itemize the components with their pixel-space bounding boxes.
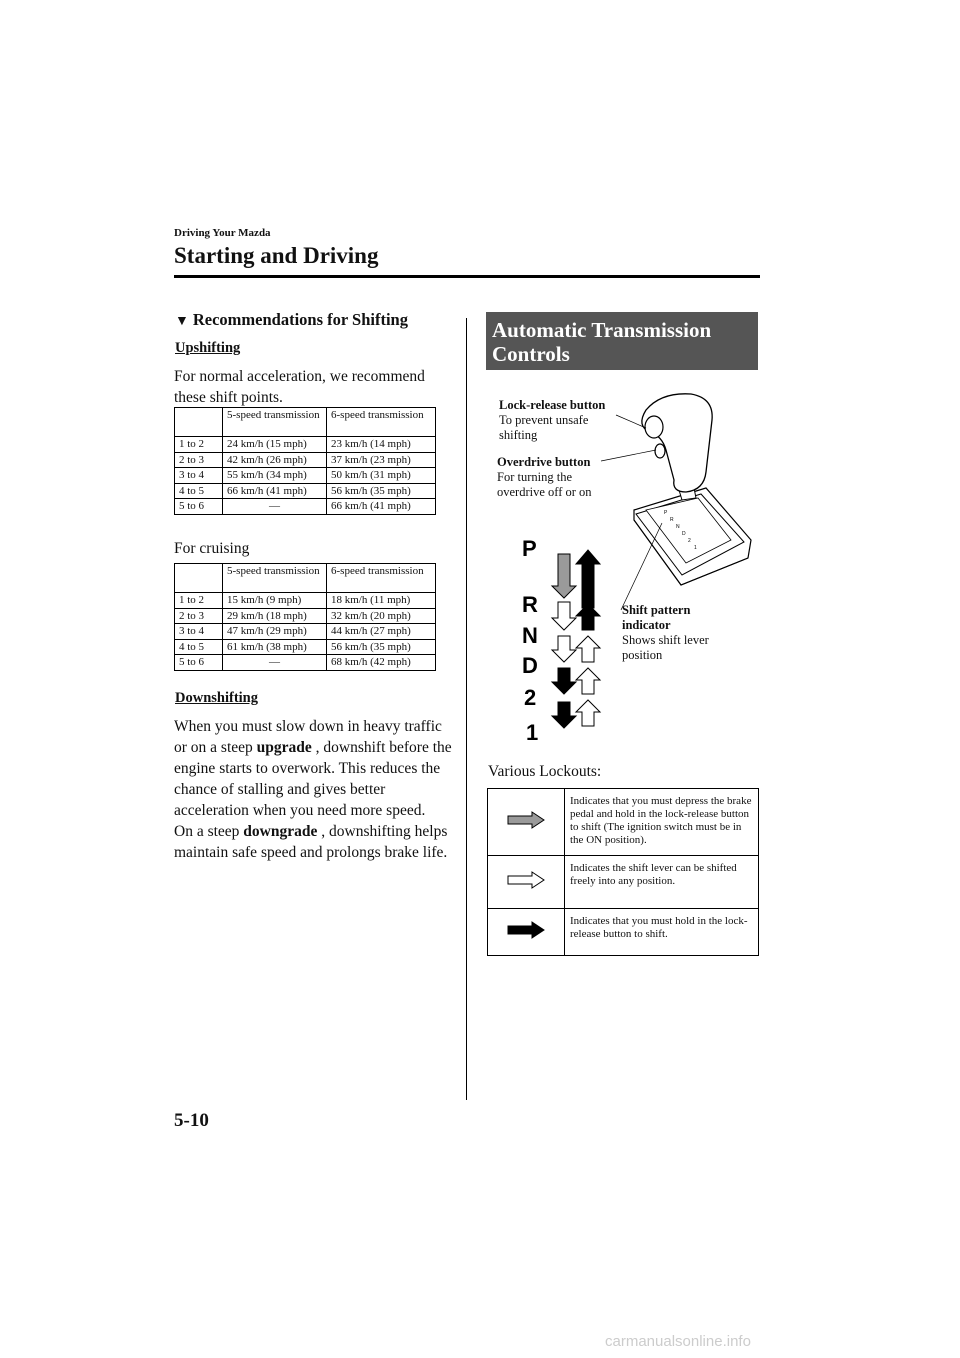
page-title: Starting and Driving (174, 243, 379, 268)
gear-letter-r: R (522, 592, 538, 617)
table-row: Indicates that you must hold in the lock-release button to shift. (488, 909, 759, 956)
table-header: 5-speed transmission (223, 564, 327, 593)
section-heading-box: Automatic Transmission Controls (486, 312, 758, 370)
gear-letter-1: 1 (526, 720, 539, 745)
gray-arrow-icon (506, 811, 546, 829)
white-arrow-icon (506, 871, 546, 889)
shift-knob (642, 394, 712, 492)
white-arrow-icon (552, 636, 576, 662)
table-row: 3 to 4 47 km/h (29 mph) 44 km/h (27 mph) (175, 624, 436, 640)
upshifting-text: For normal acceleration, we recommend these shift points. (174, 368, 425, 406)
gear-letter-2: 2 (524, 685, 537, 710)
shift-pattern-label: Shift pattern indicator Shows shift lever position (622, 603, 709, 662)
table-row: Indicates the shift lever can be shifted freely into any position. (488, 856, 759, 909)
table-row: 2 to 3 29 km/h (18 mph) 32 km/h (20 mph) (175, 608, 436, 624)
page-number: 5-10 (174, 1110, 209, 1131)
gear-letter-p: P (522, 536, 537, 561)
black-arrow-icon (552, 668, 576, 694)
black-arrow-icon (576, 550, 600, 608)
upshift-table (174, 407, 436, 515)
black-arrow-icon (552, 702, 576, 728)
white-arrow-icon (576, 668, 600, 694)
table-row: Indicates that you must depress the brake pedal and hold in the lock-release button to shift (The ignition switch must be in the ON position). (488, 789, 759, 856)
black-arrow-icon (506, 921, 546, 939)
downshifting-title: Downshifting (175, 690, 258, 706)
header-section: Driving Your Mazda (174, 227, 271, 239)
gray-arrow-icon (552, 554, 576, 598)
gate-mark-n: N (676, 524, 680, 530)
lock-release-button (645, 416, 663, 438)
table-header: 5-speed transmission (223, 408, 327, 437)
downshifting-paragraph-1: When you must slow down in heavy traffic or on a steep upgrade , downshift before the engine starts to overwork. This reduces the chance of stalling and gives better acceleration when you need more speed. (174, 718, 452, 819)
lock-release-label: Lock-release button To prevent unsafe shifting (499, 398, 606, 442)
black-arrow-icon (576, 604, 600, 630)
gate-mark-1: 1 (694, 545, 697, 551)
triangle-down-icon: ▼ (175, 314, 189, 329)
watermark: carmanualsonline.info (605, 1333, 751, 1350)
table-row: 2 to 3 42 km/h (26 mph) 37 km/h (23 mph) (175, 452, 436, 468)
header-rule (174, 275, 760, 278)
gate-mark-r: R (670, 517, 674, 523)
table-row: 5 to 6 — 66 km/h (41 mph) (175, 499, 436, 515)
table-row: 4 to 5 66 km/h (41 mph) 56 km/h (35 mph) (175, 483, 436, 499)
cruising-title: For cruising (174, 540, 250, 557)
upshifting-title: Upshifting (175, 340, 241, 356)
overdrive-label: Overdrive button For turning the overdrive off or on (497, 455, 592, 499)
table-header (175, 564, 223, 593)
white-arrow-icon (576, 700, 600, 726)
table-row: 1 to 2 15 km/h (9 mph) 18 km/h (11 mph) (175, 593, 436, 609)
cruising-table (174, 563, 436, 671)
column-divider (466, 318, 467, 1100)
section-heading: ▼ Recommendations for Shifting (175, 310, 408, 329)
gate-mark-p: P (664, 510, 668, 516)
table-header: 6-speed transmission (327, 564, 436, 593)
table-row: 1 to 2 24 km/h (15 mph) 23 km/h (14 mph) (175, 437, 436, 453)
gear-letter-d: D (522, 653, 538, 678)
overdrive-button (655, 444, 665, 458)
white-arrow-icon (552, 602, 576, 630)
table-header: 6-speed transmission (327, 408, 436, 437)
gate-mark-2: 2 (688, 538, 691, 544)
lockouts-table (487, 788, 759, 956)
gear-letter-n: N (522, 623, 538, 648)
table-row: 4 to 5 61 km/h (38 mph) 56 km/h (35 mph) (175, 639, 436, 655)
table-row: 5 to 6 — 68 km/h (42 mph) (175, 655, 436, 671)
white-arrow-icon (576, 636, 600, 662)
table-header (175, 408, 223, 437)
gate-mark-d: D (682, 531, 686, 537)
downshifting-paragraph-2: On a steep downgrade , downshifting helps maintain safe speed and prolongs brake life. (174, 823, 448, 861)
table-row: 3 to 4 55 km/h (34 mph) 50 km/h (31 mph) (175, 468, 436, 484)
lockouts-title: Various Lockouts: (488, 763, 602, 780)
